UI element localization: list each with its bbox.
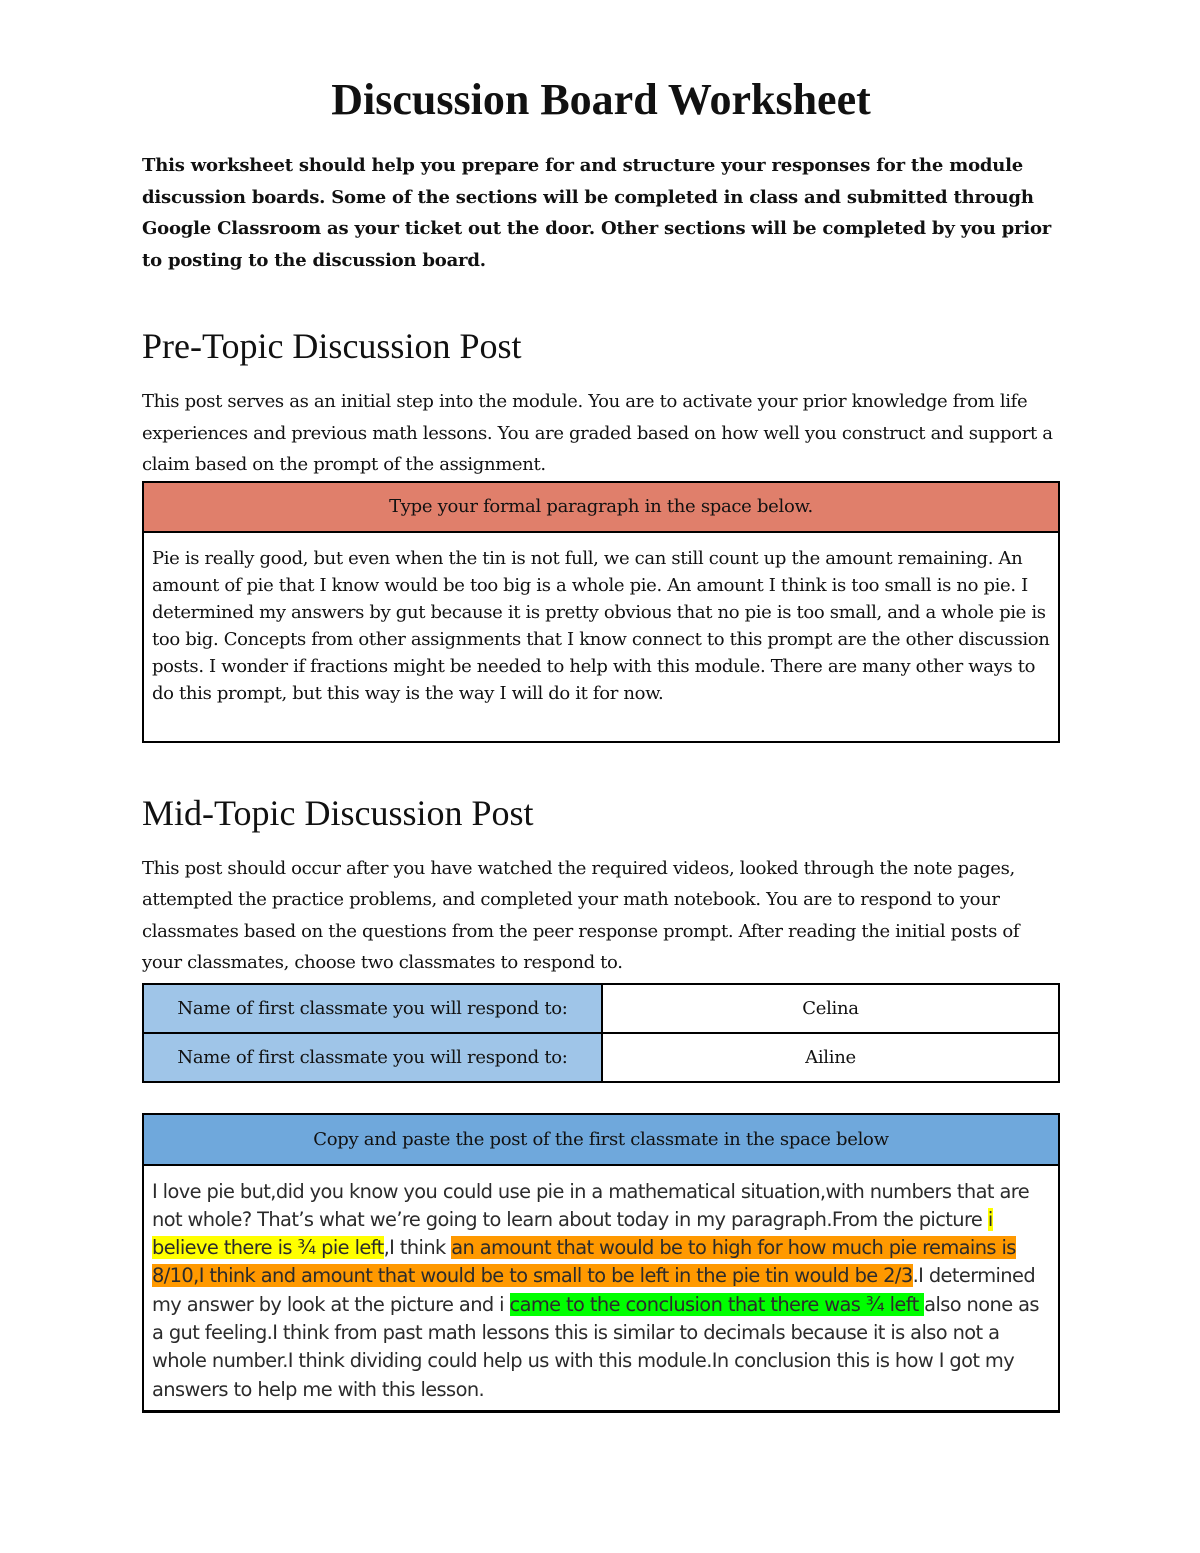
classmate-row: [143, 1033, 1059, 1082]
peer-post-box: [142, 1113, 1060, 1413]
worksheet-page: [142, 70, 1060, 1413]
intro-paragraph: This worksheet should help you prepare for and structure your responses for the module discussion boards. Some of the sections will be completed in class and submitted through Google Classroom as your ticket out the door. Other sections will be completed by you prior to posting to the discussion board.: [142, 155, 1052, 271]
pre-topic-box-header: Type your formal paragraph in the space below.: [143, 482, 1059, 532]
classmate-label: Name of first classmate you will respond to:: [143, 1033, 602, 1082]
classmate-label: Name of first classmate you will respond to:: [143, 984, 602, 1033]
pre-topic-response-box: [142, 481, 1060, 743]
classmate-name-field[interactable]: Celina: [602, 984, 1059, 1033]
classmate-names-table: [142, 983, 1060, 1083]
pre-topic-heading: Pre-Topic Discussion Post: [142, 326, 522, 366]
peer-post-header: Copy and paste the post of the first classmate in the space below: [143, 1114, 1059, 1165]
pre-topic-description: This post serves as an initial step into the module. You are to activate your prior knowledge from life experiences and previous math lessons. You are graded based on how well you construct and support a claim based on the prompt of the assignment.: [142, 391, 1053, 475]
pre-topic-response-text[interactable]: Pie is really good, but even when the tin is not full, we can still count up the amount remaining. An amount of pie that I know would be too big is a whole pie. An amount I think is too small is no pie. I determined my answers by gut because it is pretty obvious that no pie is too small, and a whole pie is too big. Concepts from other assignments that I know connect to this prompt are the other discussion posts. I wonder if fractions might be needed to help with this module. There are many other ways to do this prompt, but this way is the way I will do it for now.: [143, 532, 1059, 742]
highlight-green: came to the conclusion that there was ¾ left: [509, 1292, 925, 1316]
peer-post-segment: I love pie but,did you know you could use pie in a mathematical situation,with numbers that are not whole? That’s what we’re going to learn about today in my paragraph.From the picture: [152, 1179, 1030, 1231]
classmate-name-field[interactable]: Ailine: [602, 1033, 1059, 1082]
peer-post-segment: .I determined my answer by look at the picture and i: [152, 1264, 1036, 1316]
highlight-orange: an amount that would be to high for how much pie remains is 8/10,I think and amount that would be to small to be left in the pie tin would be 2/3: [152, 1236, 1016, 1288]
page-title: Discussion Board Worksheet: [331, 75, 871, 124]
peer-post-segment: also none as a gut feeling.I think from past math lessons this is similar to decimals because it is also not a whole number.I think dividing could help us with this module.In conclusion this is how I got my answers to help me with this lesson.: [152, 1292, 1039, 1401]
peer-post-segment: ,I think: [383, 1236, 452, 1260]
mid-topic-description: This post should occur after you have watched the required videos, looked through the note pages, attempted the practice problems, and completed your math notebook. You are to respond to your classmates based on the questions from the peer response prompt. After reading the initial posts of your classmates, choose two classmates to respond to.: [142, 857, 1020, 973]
classmate-row: [143, 984, 1059, 1033]
mid-topic-heading: Mid-Topic Discussion Post: [142, 792, 534, 833]
highlight-yellow: i believe there is ¾ pie left: [152, 1207, 993, 1260]
peer-post-text[interactable]: [143, 1165, 1059, 1412]
